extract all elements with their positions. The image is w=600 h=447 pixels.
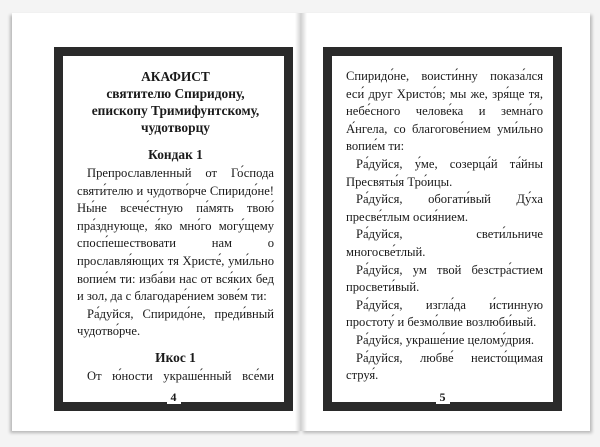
title-line: епископу Тримифунтскому, [91, 103, 260, 118]
left-page-text [77, 68, 274, 384]
book-spine [295, 13, 307, 431]
text-paragraph: Ра́дуйся, любве́ неисто́щимая струя́. [346, 350, 543, 383]
right-page-text [346, 68, 543, 384]
page-number: 5 [436, 390, 450, 404]
ornamental-border [323, 47, 562, 411]
kondak-heading: Кондак 1 [148, 147, 203, 162]
text-paragraph: Ра́дуйся, обогати́вый Ду́ха пресве́тлым осия́нием. [346, 192, 543, 224]
text-paragraph: Ра́дуйся, у́ме, созерца́й та́йны Пресвяты́я Тро́ицы. [346, 156, 543, 189]
text-paragraph: Ра́дуйся, свети́льниче многосве́тлый. [346, 227, 543, 259]
left-page [12, 13, 301, 431]
kondak-text: Препрославленный от Го́спода святи́телю и чудотво́рче Спиридо́не! Ны́не всече́стную па́мять твою́ пра́зднующе, я́ко мно́го могу́щему спосп́ешествовати нам о прославля́ющих тя Христе́, уми́льно вопие́м ти: изба́ви нас от вся́ких бед и зол, да с благодаре́нием зове́м ти: [77, 166, 274, 304]
title-line: святителю Спиридону, [106, 86, 245, 101]
ikos-text: От ю́ности украше́нный все́ми [87, 368, 274, 383]
text-paragraph: Спиридо́не, воисти́нну показа́лся еси́ друг Христо́в; мы же, зря́ще тя, небе́сного челове́ка и земна́го А́нгела, со благогове́нием уми́льно вопие́м ти: [346, 69, 543, 154]
ornamental-border [54, 47, 293, 411]
kondak-refrain: Ра́дуйся, Спиридо́не, преди́вный чудотво́рче. [77, 306, 274, 339]
text-paragraph: Ра́дуйся, ум твой безстра́стием просвети́вый. [346, 262, 543, 295]
text-paragraph: Ра́дуйся, украше́ние целому́дрия. [356, 332, 535, 347]
akathist-title [77, 68, 274, 136]
open-booklet [12, 13, 590, 431]
page-number: 4 [167, 390, 181, 404]
title-line: чудотворцу [141, 120, 210, 135]
title-line: АКАФИСТ [141, 69, 210, 84]
ikos-heading: Икос 1 [155, 349, 196, 365]
text-paragraph: Ра́дуйся, изгла́да и́стинную простоту́ и безмо́лвие возлюби́вый. [346, 297, 543, 330]
right-page [301, 13, 590, 431]
